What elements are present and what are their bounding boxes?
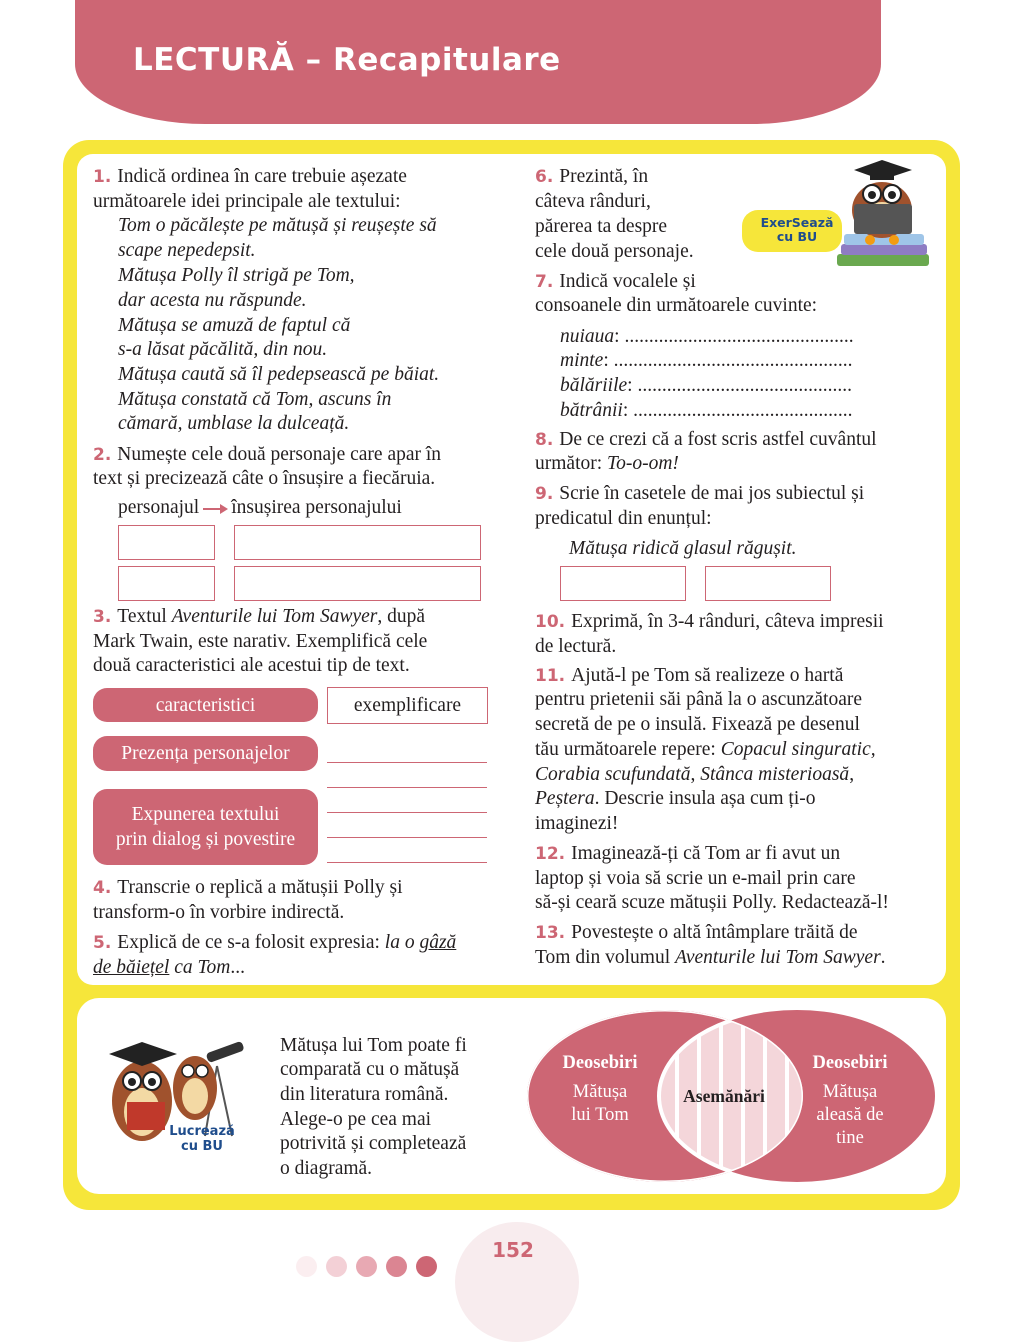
answer-line[interactable] [327,762,487,763]
q2-line1: 2. Numește cele două personaje care apar în [93,444,442,465]
q6-line: cele două personaje. [535,241,694,262]
q10-number: 10. [535,612,566,632]
comparison-text: potrivită și completează [280,1133,467,1154]
venn-left-text: Mătușa lui Tom [571,1082,629,1125]
comparison-text: Mătușa lui Tom poate fi [280,1035,467,1056]
word-line[interactable]: nuiaua: ............................................... [560,326,854,347]
q1-idea: Mătușa Polly îl strigă pe Tom, [118,265,355,286]
characteristics-header: caracteristici [93,688,318,722]
q12-number: 12. [535,844,566,864]
q2-number: 2. [93,445,112,465]
q3-number: 3. [93,607,112,627]
q5-line2: de băiețel ca Tom... [93,957,246,978]
word-line[interactable]: bătrânii: ............................................. [560,400,853,421]
character-answer-box[interactable] [118,566,215,601]
characteristic-narration: Expunerea textului prin dialog și povestire [93,789,318,865]
arrow-right-icon [202,503,228,515]
page-title: LECTURĂ – Recapitulare [133,42,561,78]
comparison-text: Alege-o pe cea mai [280,1109,432,1130]
q11-number: 11. [535,666,566,686]
q1-line2: următoarele idei principale ale textului: [93,191,401,212]
comparison-text: o diagramă. [280,1158,373,1179]
label-character: personajul [118,497,200,518]
q6-line: câteva rânduri, [535,191,651,212]
exerseaza-badge: ExerSează cu BU [760,215,834,244]
q11-line7: imaginezi! [535,813,619,834]
q6-line: părerea ta despre [535,216,668,237]
q12-line3: să-și ceară scuze mătușii Polly. Redactează-l! [535,892,889,913]
q1-idea: Mătușa caută să îl pedepsească pe băiat. [118,364,440,385]
comparison-text: comparată cu o mătușă [280,1059,460,1080]
characteristic-characters: Prezența personajelor [93,736,318,771]
q8-line2: următor: To-o-om! [535,453,679,474]
q4-line2: transform-o în vorbire indirectă. [93,902,345,923]
q9-sentence: Mătușa ridică glasul răgușit. [569,538,797,559]
q4-number: 4. [93,878,112,898]
q12-line1: 12. Imaginează-ți că Tom ar fi avut un [535,843,841,864]
q3-line2: Mark Twain, este narativ. Exemplifică cele [93,631,428,652]
q9-number: 9. [535,484,554,504]
trait-answer-box[interactable] [234,525,481,560]
q1-idea: cămară, umblase la dulceață. [118,413,350,434]
q3-line3: două caracteristici ale acestui tip de text. [93,655,410,676]
q11-line2: pentru prietenii săi până la o ascunzătoare [535,689,863,710]
subject-box[interactable] [560,566,686,601]
q5-line1: 5. Explică de ce s-a folosit expresia: la o gâză [93,932,457,953]
venn-left-title: Deosebiri [562,1053,638,1073]
q8-line1: 8. De ce crezi că a fost scris astfel cuvântul [535,429,877,450]
example-header: exemplificare [327,687,488,724]
page-number: 152 [492,1238,534,1262]
q9-line2: predicatul din enunțul: [535,508,712,529]
q11-line4: tău următoarele repere: Copacul singuratic, [535,739,876,760]
word-line[interactable]: minte: ................................................. [560,350,853,371]
q11-line1: 11. Ajută-l pe Tom să realizeze o hartă [535,665,844,686]
q8-number: 8. [535,430,554,450]
venn-center-label: Asemănări [683,1086,765,1106]
q1-idea: s-a lăsat păcălită, din nou. [118,339,328,360]
q1-idea: dar acesta nu răspunde. [118,290,307,311]
word-line[interactable]: bălăriile: ............................................ [560,375,852,396]
lucreaza-badge: Lucrează cu BU [169,1124,235,1154]
character-answer-box[interactable] [118,525,215,560]
answer-line[interactable] [327,812,487,813]
q3-line1: 3. Textul Aventurile lui Tom Sawyer, după [93,606,426,627]
trait-answer-box[interactable] [234,566,481,601]
q13-line1: 13. Povestește o altă întâmplare trăită de [535,922,858,943]
venn-right-text: Mătușa aleasă de tine [816,1082,884,1148]
q7-number: 7. [535,272,554,292]
answer-line[interactable] [327,787,487,788]
q1-number: 1. [93,167,112,187]
q12-line2: laptop și voia să scrie un e-mail prin care [535,868,856,889]
q11-line6: Peștera. Descrie insula așa cum ți-o [535,788,816,809]
q13-number: 13. [535,923,566,943]
q11-line3: secretă de pe o insulă. Fixează pe desenul [535,714,860,735]
answer-line[interactable] [327,837,487,838]
answer-line[interactable] [327,862,487,863]
q1-idea: Mătușa constată că Tom, ascuns în [118,389,392,410]
q4-line1: 4. Transcrie o replică a mătușii Polly și [93,877,403,898]
q10-line1: 10. Exprimă, în 3-4 rânduri, câteva impresii [535,611,884,632]
q10-line2: de lectură. [535,636,617,657]
q9-line1: 9. Scrie în casetele de mai jos subiectul și [535,483,865,504]
q6-line1: 6. Prezintă, în [535,166,649,187]
q7-line2: consoanele din următoarele cuvinte: [535,295,818,316]
q2-table-header [118,496,402,521]
q1-idea: Mătușa se amuză de faptul că [118,315,351,336]
q2-line2: text și precizează câte o însușire a fiecăruia. [93,468,436,489]
q11-line5: Corabia scufundată, Stânca misterioasă, [535,764,855,785]
q1-line1: 1. Indică ordinea în care trebuie așezate [93,166,407,187]
q1-idea: scape nepedepsit. [118,240,256,261]
predicate-box[interactable] [705,566,831,601]
q1-idea: Tom o păcălește pe mătușă și reușește să [118,215,437,236]
q13-line2: Tom din volumul Aventurile lui Tom Sawyer. [535,947,886,968]
q5-number: 5. [93,933,112,953]
venn-right-title: Deosebiri [812,1053,888,1073]
q6-number: 6. [535,167,554,187]
comparison-text: din literatura română. [280,1084,449,1105]
label-trait: însușirea personajului [231,497,402,518]
q7-line1: 7. Indică vocalele și [535,271,696,292]
